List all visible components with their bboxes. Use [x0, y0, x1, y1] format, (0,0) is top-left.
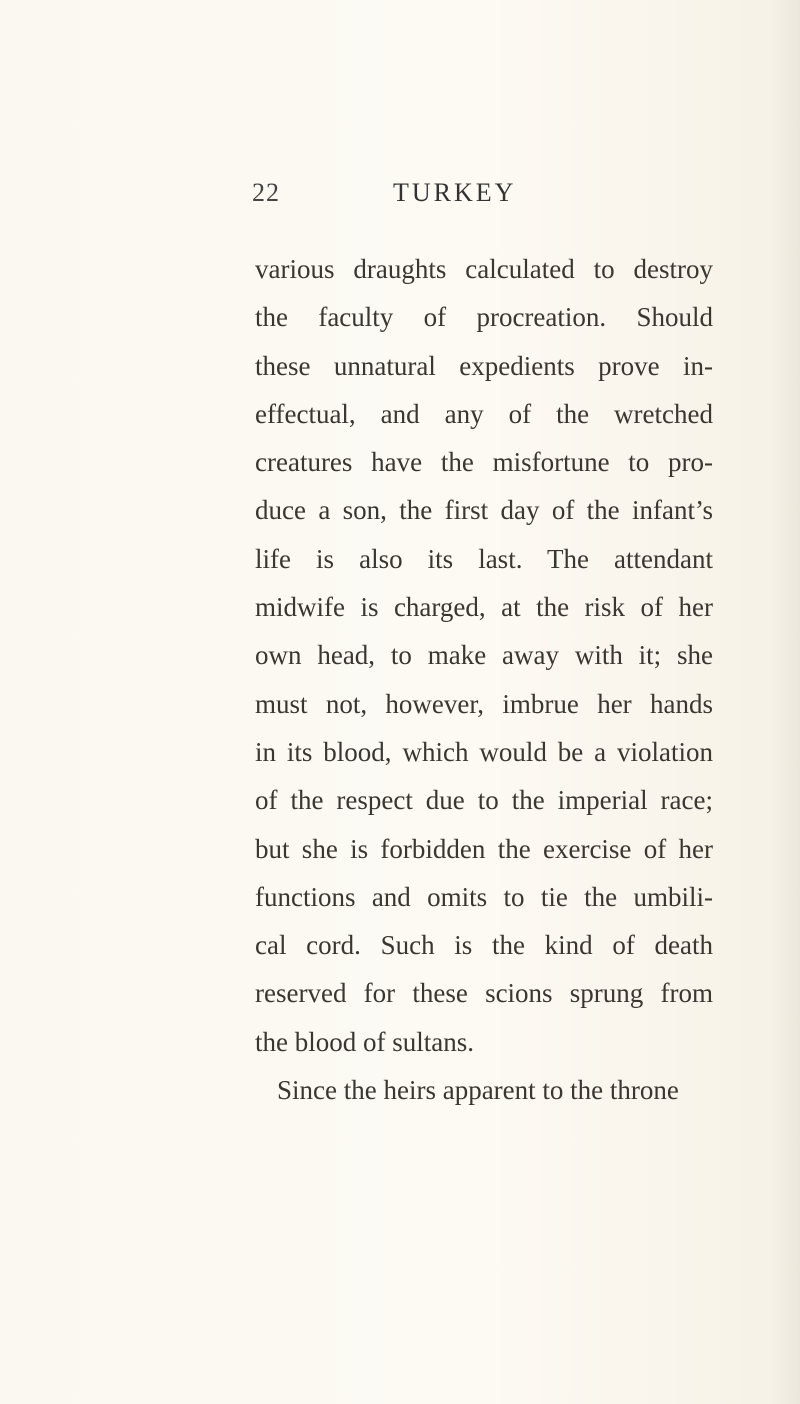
text-line: must not, however, imbrue her hands [255, 688, 713, 719]
text-line-paragraph-end: the blood of sultans. [255, 1026, 474, 1057]
running-title: TURKEY [393, 178, 517, 207]
text-line: these unnatural expedients prove in- [255, 350, 713, 381]
text-line: functions and omits to tie the umbili- [255, 881, 713, 912]
text-line: the faculty of procreation. Should [255, 302, 713, 333]
body-text [255, 245, 713, 1114]
text-line: in its blood, which would be a violation [255, 736, 713, 767]
text-line: duce a son, the first day of the infant’s [255, 495, 713, 526]
text-line: of the respect due to the imperial race; [255, 785, 713, 816]
text-line: own head, to make away with it; she [255, 640, 713, 671]
text-line: but she is forbidden the exercise of her [255, 833, 713, 864]
text-line: creatures have the misfortune to pro- [255, 447, 713, 478]
text-line: cal cord. Such is the kind of death [255, 930, 713, 961]
text-line: life is also its last. The attendant [255, 543, 713, 574]
text-line-paragraph-start: Since the heirs apparent to the throne [277, 1075, 679, 1106]
text-line: various draughts calculated to destroy [255, 254, 713, 284]
text-line: reserved for these scions sprung from [255, 978, 713, 1009]
page-number: 22 [252, 178, 280, 207]
text-line: effectual, and any of the wretched [255, 398, 713, 429]
running-head [0, 178, 800, 218]
text-line: midwife is charged, at the risk of her [255, 592, 713, 623]
